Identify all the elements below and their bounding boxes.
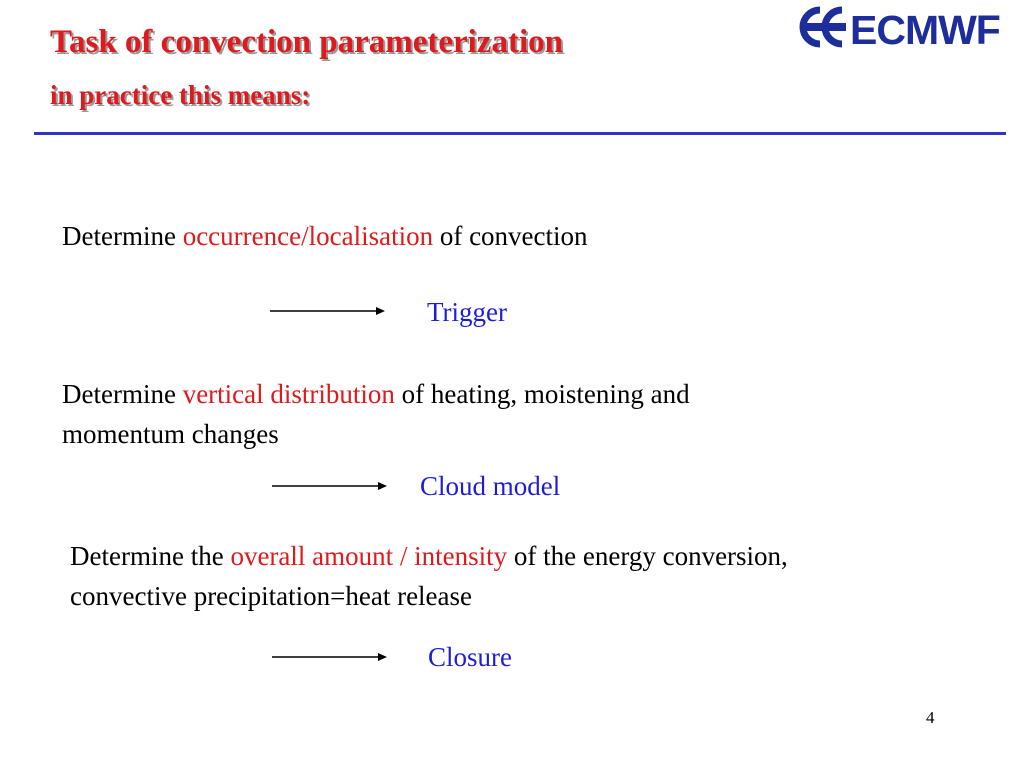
item-vertical-line2: momentum changes	[62, 419, 279, 449]
item-vertical-line1	[62, 374, 690, 414]
item-vertical-pre: Determine	[62, 379, 183, 409]
item-amount-line2: convective precipitation=heat release	[70, 581, 473, 611]
result-cloud-model: Cloud model	[420, 471, 561, 501]
item-occurrence-post: of convection	[433, 221, 588, 251]
ecmwf-logo-icon	[790, 2, 1014, 52]
item-amount-line1	[70, 536, 788, 576]
item-vertical-highlight: vertical distribution	[182, 379, 395, 409]
item-occurrence-highlight: occurrence/localisation	[182, 221, 434, 251]
slide-subtitle: in practice this means:	[50, 80, 311, 110]
item-amount-pre: Determine the	[70, 541, 231, 571]
page-number: 4	[926, 708, 935, 727]
result-trigger: Trigger	[427, 297, 508, 327]
logo-text: ECMWF	[850, 7, 1000, 52]
arrow-trigger-icon	[270, 305, 385, 317]
item-amount-highlight: overall amount / intensity	[230, 541, 508, 571]
item-vertical-post: of heating, moistening and	[394, 379, 690, 409]
result-closure: Closure	[428, 642, 512, 672]
ecmwf-logo	[790, 2, 1014, 52]
item-occurrence-text	[62, 216, 588, 256]
item-amount-post: of the energy conversion,	[507, 541, 788, 571]
title-divider	[34, 132, 1006, 135]
arrow-cloud-model-icon	[272, 480, 387, 492]
item-amount-text	[70, 536, 788, 616]
item-vertical-text	[62, 374, 690, 454]
arrow-closure-icon	[272, 651, 387, 663]
item-occurrence-pre: Determine	[62, 221, 183, 251]
slide-title: Task of convection parameterization	[50, 24, 563, 60]
